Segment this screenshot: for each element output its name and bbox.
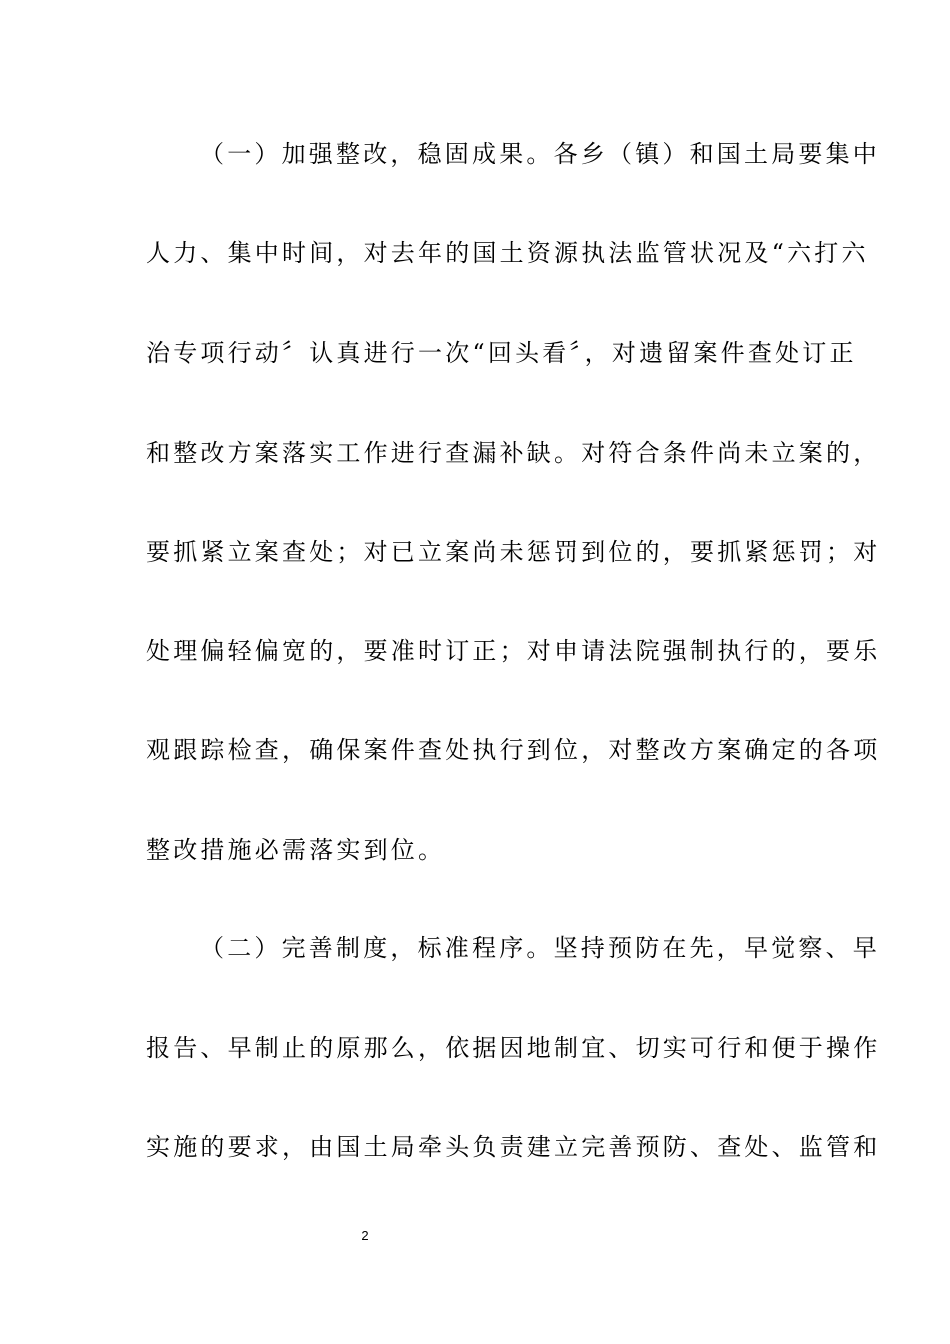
paragraph-1-line-5: 要抓紧立案查处；对已立案尚未惩罚到位的，要抓紧惩罚；对 [146, 538, 881, 566]
paragraph-1-line-7: 观跟踪检查，确保案件查处执行到位，对整改方案确定的各项 [146, 736, 881, 764]
paragraph-2-line-3: 实施的要求，由国土局牵头负责建立完善预防、查处、监管和 [146, 1133, 881, 1161]
paragraph-1-line-6: 处理偏轻偏宽的，要准时订正；对申请法院强制执行的，要乐 [146, 637, 881, 665]
paragraph-1-line-1: （一）加强整改，稳固成果。各乡（镇）和国土局要集中 [200, 140, 880, 168]
paragraph-1-line-8: 整改措施必需落实到位。 [146, 836, 446, 864]
paragraph-1-line-2: 人力、集中时间，对去年的国土资源执法监管状况及“六打六 [146, 239, 869, 267]
paragraph-1-line-4: 和整改方案落实工作进行查漏补缺。对符合条件尚未立案的， [146, 439, 881, 467]
paragraph-2-line-2: 报告、早制止的原那么，依据因地制宜、切实可行和便于操作 [146, 1034, 881, 1062]
paragraph-1-line-3: 治专项行动〞认真进行一次“回头看〞，对遗留案件查处订正 [146, 339, 857, 367]
page-number: 2 [361, 1228, 369, 1243]
paragraph-2-line-1: （二）完善制度，标准程序。坚持预防在先，早觉察、早 [200, 934, 880, 962]
